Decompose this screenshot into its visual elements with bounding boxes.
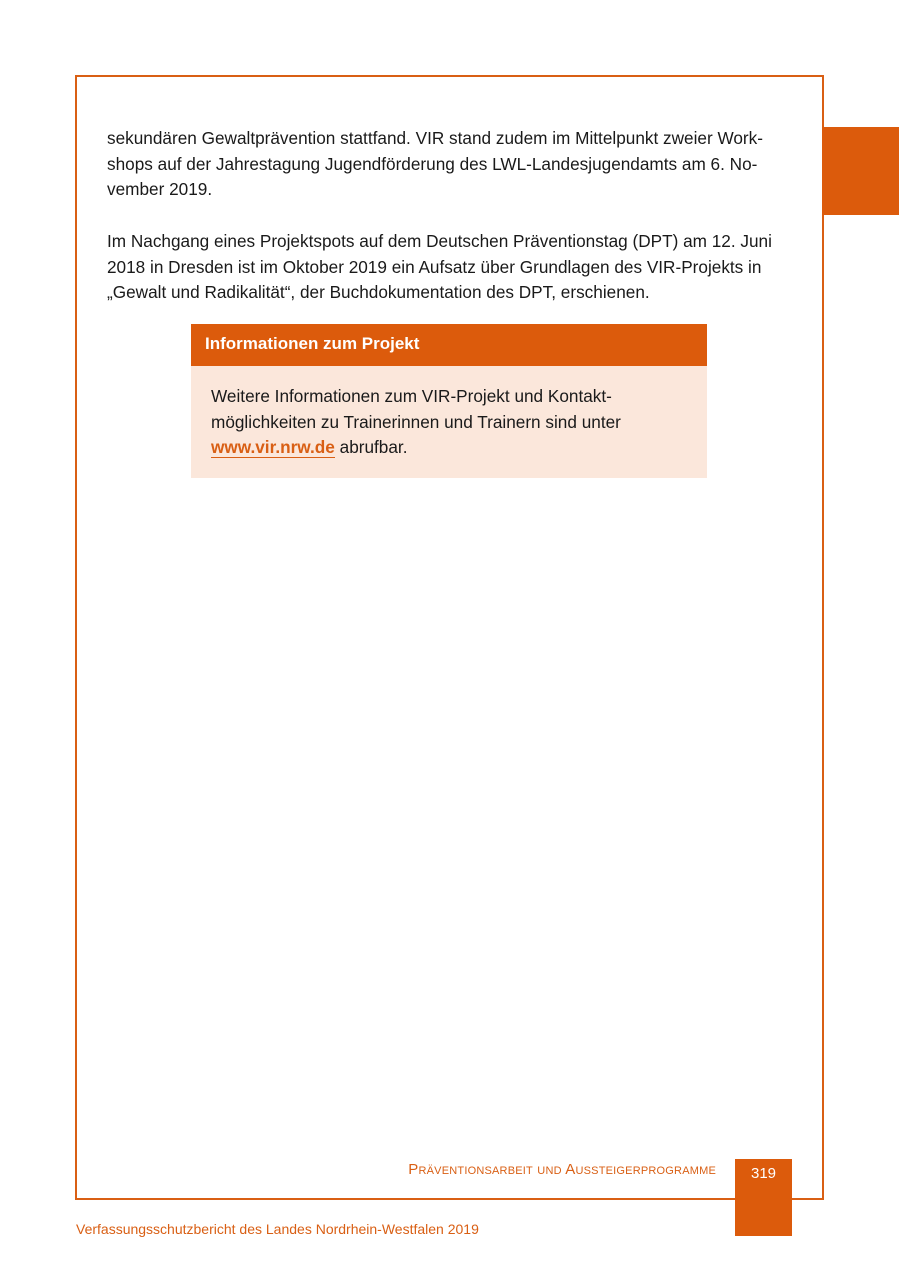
chapter-side-tab [822,127,899,215]
info-box-text-after-link: abrufbar. [334,437,408,457]
info-box-title: Informationen zum Projekt [191,324,707,366]
footer-section-title: Präventionsarbeit und Aussteigerprogramme [408,1161,716,1178]
page-number-box [735,1159,792,1236]
footer-report-title: Verfassungsschutzbericht des Landes Nordrhein-Westfalen 2019 [76,1221,479,1237]
info-box [191,324,707,478]
project-website-link[interactable]: www.vir.nrw.de [211,437,335,457]
info-box-text-before-link: Weitere Informationen zum VIR-Projekt und Kontakt-möglichkeiten zu Trainerinnen und Trainern sind unter [211,386,621,432]
page-number: 319 [750,1165,777,1182]
info-box-text [191,366,707,461]
body-paragraph-2: Im Nachgang eines Projektspots auf dem Deutschen Präventionstag (DPT) am 12. Juni 2018 in Dresden ist im Oktober 2019 ein Aufsatz über Grundlagen des VIR-Projekts in „Gewalt und Radikalität“, der Buchdokumentation des DPT, erschienen. [107,231,772,302]
body-paragraph-1: sekundären Gewaltprävention stattfand. VIR stand zudem im Mittelpunkt zweier Work-shops auf der Jahrestagung Jugendförderung des LWL-Landesjugendamts am 6. No-vember 2019. [107,128,763,199]
